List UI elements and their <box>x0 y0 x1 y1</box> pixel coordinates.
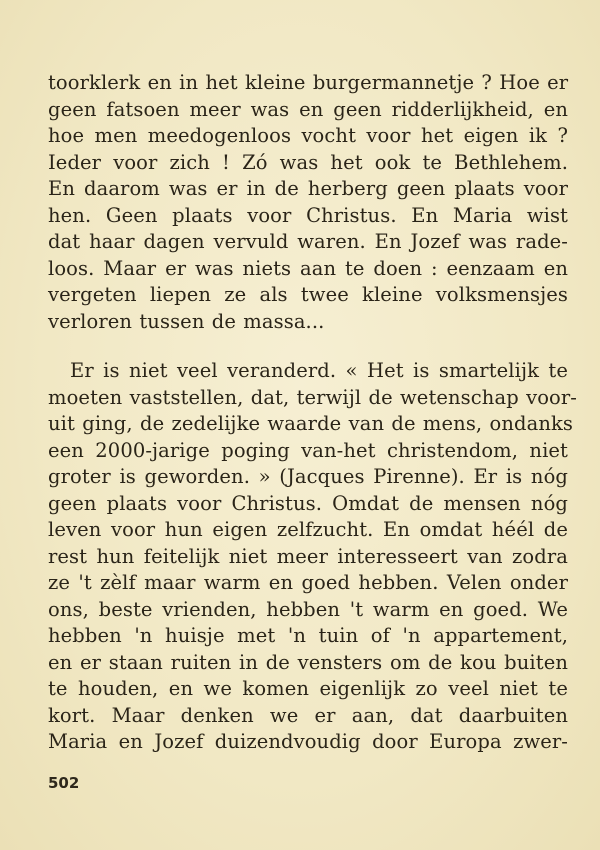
text-line: een 2000-jarige poging van-het christendom, niet <box>48 438 568 462</box>
text-line: verloren tussen de massa... <box>48 309 325 333</box>
text-line: geen plaats voor Christus. Omdat de mensen nóg <box>48 491 568 515</box>
text-line: kort. Maar denken we er aan, dat daarbuiten <box>48 703 568 727</box>
text-line: loos. Maar er was niets aan te doen : eenzaam en <box>48 256 568 280</box>
text-line: te houden, en we komen eigenlijk zo veel niet te <box>48 677 568 700</box>
text-line: Er is niet veel veranderd. « Het is smartelijk te <box>70 359 568 382</box>
text-line: dat haar dagen vervuld waren. En Jozef was rade- <box>48 230 568 253</box>
text-line: hen. Geen plaats voor Christus. En Maria wist <box>48 203 568 227</box>
text-line: leven voor hun eigen zelfzucht. En omdat héél de <box>48 518 568 541</box>
text-line: Ieder voor zich ! Zó was het ook te Bethlehem. <box>48 150 568 174</box>
text-line: vergeten liepen ze als twee kleine volksmensjes <box>48 283 568 306</box>
text-line: uit ging, de zedelijke waarde van de mens, ondanks <box>48 412 574 435</box>
text-line: hoe men meedogenloos vocht voor het eigen ik ? <box>48 124 568 147</box>
paragraph-bethlehem <box>48 70 568 335</box>
text-line: hebben 'n huisje met 'n tuin of 'n appartement, <box>48 624 568 647</box>
text-line: moeten vaststellen, dat, terwijl de wetenschap voor- <box>48 385 577 409</box>
text-line: En daarom was er in de herberg geen plaats voor <box>48 177 568 200</box>
text-line: ons, beste vrienden, hebben 't warm en goed. We <box>48 597 568 621</box>
page-number: 502 <box>48 774 80 792</box>
text-line: Maria en Jozef duizendvoudig door Europa zwer- <box>48 730 568 753</box>
text-line: toorklerk en in het kleine burgermannetje ? Hoe er <box>48 71 569 94</box>
text-line: geen fatsoen meer was en geen ridderlijkheid, en <box>48 97 568 121</box>
text-line: rest hun feitelijk niet meer interesseert van zodra <box>48 544 568 568</box>
text-line: ze 't zèlf maar warm en goed hebben. Velen onder <box>48 571 568 594</box>
paragraph-niet-veel-veranderd <box>48 358 577 756</box>
text-line: en er staan ruiten in de vensters om de kou buiten <box>48 650 568 674</box>
text-line: groter is geworden. » (Jacques Pirenne). Er is nóg <box>48 465 568 488</box>
